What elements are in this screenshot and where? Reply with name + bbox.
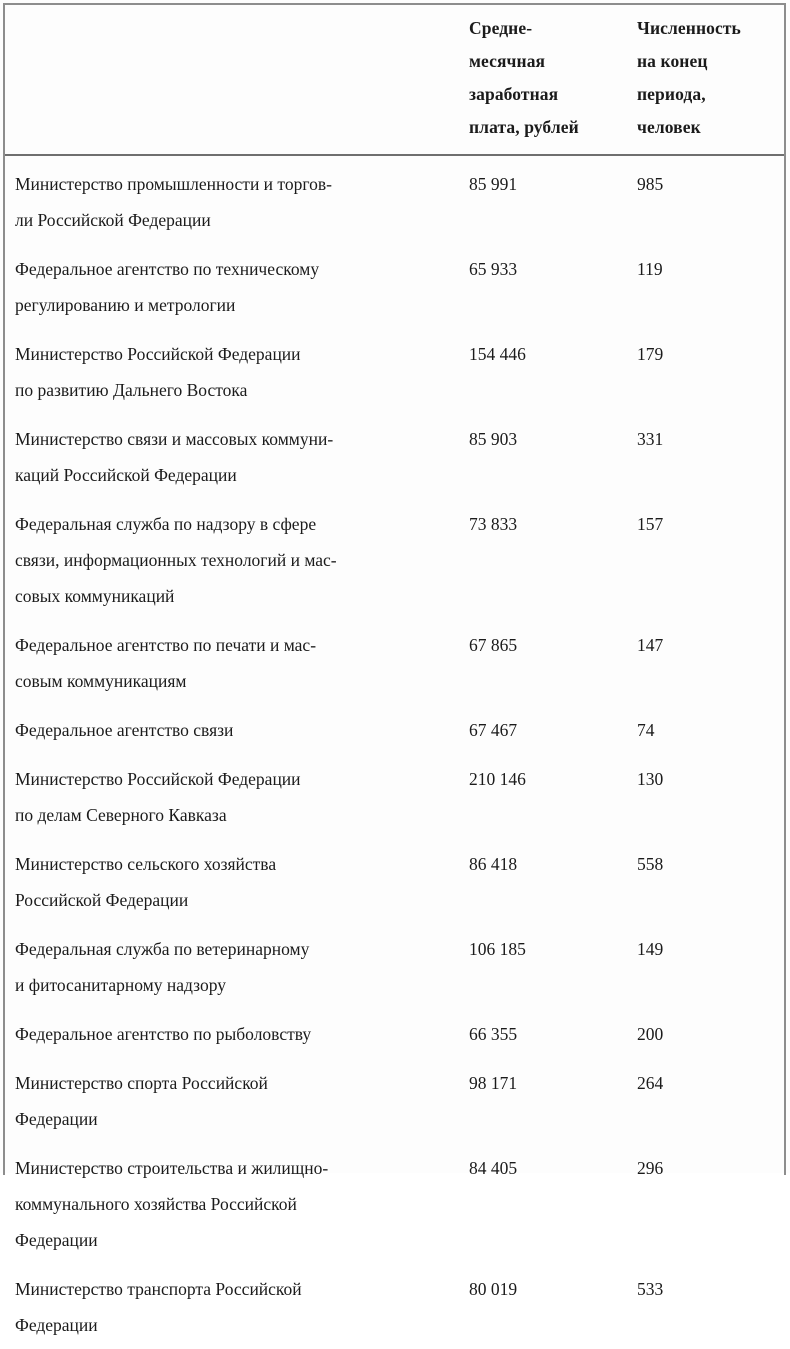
organization-name-line-2: совым коммуникациям [15, 671, 187, 691]
cell-organization-name [3, 924, 458, 1009]
count-header-line-2: на конец [637, 51, 708, 71]
count-header-line-3: периода, [637, 84, 706, 104]
cell-headcount: 985 [637, 174, 664, 194]
table-row [3, 1009, 786, 1058]
cell-headcount: 331 [637, 429, 664, 449]
cell-headcount: 149 [637, 939, 664, 959]
organization-name-line-1: Федеральное агентство по рыболовству [15, 1024, 312, 1044]
cell-headcount: 147 [637, 635, 664, 655]
column-header-organization [3, 3, 458, 155]
cell-headcount: 296 [637, 1158, 664, 1178]
cell-headcount: 157 [637, 514, 664, 534]
table-row [3, 1058, 786, 1143]
cell-organization-name [3, 754, 458, 839]
cell-organization-name [3, 499, 458, 620]
organization-name-line-1: Федеральное агентство по техническому [15, 259, 320, 279]
organization-name-line-2: Федерации [15, 1109, 98, 1129]
table-row [3, 244, 786, 329]
column-header-headcount-end-of-period [628, 3, 786, 155]
cell-headcount: 119 [637, 259, 663, 279]
organization-name-line-1: Федеральная служба по ветеринарному [15, 939, 310, 959]
cell-average-monthly-wage: 66 355 [469, 1024, 518, 1044]
wage-header-line-2: месячная [469, 51, 546, 71]
table-row [3, 1264, 786, 1349]
organization-name-line-2: Федерации [15, 1315, 98, 1335]
cell-organization-name [3, 620, 458, 705]
organization-name-line-3: Федерации [15, 1230, 98, 1250]
table-row [3, 499, 786, 620]
cell-average-monthly-wage: 85 903 [469, 429, 518, 449]
cell-organization-name [3, 839, 458, 924]
organization-name-line-1: Министерство Российской Федерации [15, 344, 301, 364]
organization-name-line-1: Министерство сельского хозяйства [15, 854, 277, 874]
cell-average-monthly-wage: 73 833 [469, 514, 518, 534]
cell-headcount: 558 [637, 854, 664, 874]
organization-name-line-1: Министерство Российской Федерации [15, 769, 301, 789]
cell-average-monthly-wage: 210 146 [469, 769, 526, 789]
table-row [3, 620, 786, 705]
organization-name-line-1: Федеральное агентство по печати и мас- [15, 635, 317, 655]
organization-name-line-1: Министерство строительства и жилищно- [15, 1158, 329, 1178]
cell-headcount: 200 [637, 1024, 664, 1044]
count-header-line-1: Численность [637, 18, 741, 38]
wage-header-line-4: плата, рублей [469, 117, 579, 137]
organization-name-line-2: коммунального хозяйства Российской [15, 1194, 297, 1214]
statistics-table [3, 3, 786, 1349]
organization-name-line-1: Министерство связи и массовых коммуни- [15, 429, 334, 449]
count-header-line-4: человек [637, 117, 701, 137]
organization-name-line-1: Федеральное агентство связи [15, 720, 234, 740]
cell-organization-name [3, 244, 458, 329]
cell-headcount: 179 [637, 344, 664, 364]
cell-organization-name [3, 1143, 458, 1264]
wage-header-line-1: Средне- [469, 18, 533, 38]
organization-name-line-2: ли Российской Федерации [15, 210, 211, 230]
wage-header-line-3: заработная [469, 84, 559, 104]
cell-organization-name [3, 705, 458, 754]
organization-name-line-2: Российской Федерации [15, 890, 189, 910]
table-row [3, 1143, 786, 1264]
organization-name-line-1: Министерство спорта Российской [15, 1073, 268, 1093]
organization-name-line-2: по делам Северного Кавказа [15, 805, 227, 825]
table-row [3, 414, 786, 499]
cell-organization-name [3, 329, 458, 414]
table-row [3, 705, 786, 754]
cell-organization-name [3, 1264, 458, 1349]
cell-average-monthly-wage: 67 467 [469, 720, 518, 740]
organization-name-line-1: Министерство транспорта Российской [15, 1279, 302, 1299]
cell-organization-name [3, 414, 458, 499]
cell-average-monthly-wage: 86 418 [469, 854, 518, 874]
cell-average-monthly-wage: 98 171 [469, 1073, 518, 1093]
cell-headcount: 130 [637, 769, 664, 789]
cell-average-monthly-wage: 85 991 [469, 174, 518, 194]
cell-average-monthly-wage: 65 933 [469, 259, 518, 279]
cell-organization-name [3, 1058, 458, 1143]
table-header-row [3, 3, 786, 155]
table-row [3, 329, 786, 414]
cell-average-monthly-wage: 67 865 [469, 635, 518, 655]
cell-organization-name [3, 1009, 458, 1058]
organization-name-line-1: Федеральная служба по надзору в сфере [15, 514, 317, 534]
table-row [3, 754, 786, 839]
organization-name-line-2: каций Российской Федерации [15, 465, 237, 485]
cell-average-monthly-wage: 154 446 [469, 344, 526, 364]
table-row [3, 839, 786, 924]
organization-name-line-3: совых коммуникаций [15, 586, 175, 606]
cell-headcount: 74 [637, 720, 655, 740]
table-row [3, 155, 786, 244]
table-header [3, 3, 786, 155]
organization-name-line-2: по развитию Дальнего Востока [15, 380, 248, 400]
organization-name-line-2: регулированию и метрологии [15, 295, 236, 315]
table-body [3, 155, 786, 1349]
cell-average-monthly-wage: 80 019 [469, 1279, 518, 1299]
cell-headcount: 264 [637, 1073, 664, 1093]
table-row [3, 924, 786, 1009]
organization-name-line-1: Министерство промышленности и торгов- [15, 174, 332, 194]
organization-name-line-2: связи, информационных технологий и мас- [15, 550, 337, 570]
organization-name-line-2: и фитосанитарному надзору [15, 975, 226, 995]
column-header-average-monthly-wage [458, 3, 628, 155]
cell-headcount: 533 [637, 1279, 664, 1299]
cell-organization-name [3, 155, 458, 244]
cell-average-monthly-wage: 84 405 [469, 1158, 518, 1178]
cell-average-monthly-wage: 106 185 [469, 939, 526, 959]
